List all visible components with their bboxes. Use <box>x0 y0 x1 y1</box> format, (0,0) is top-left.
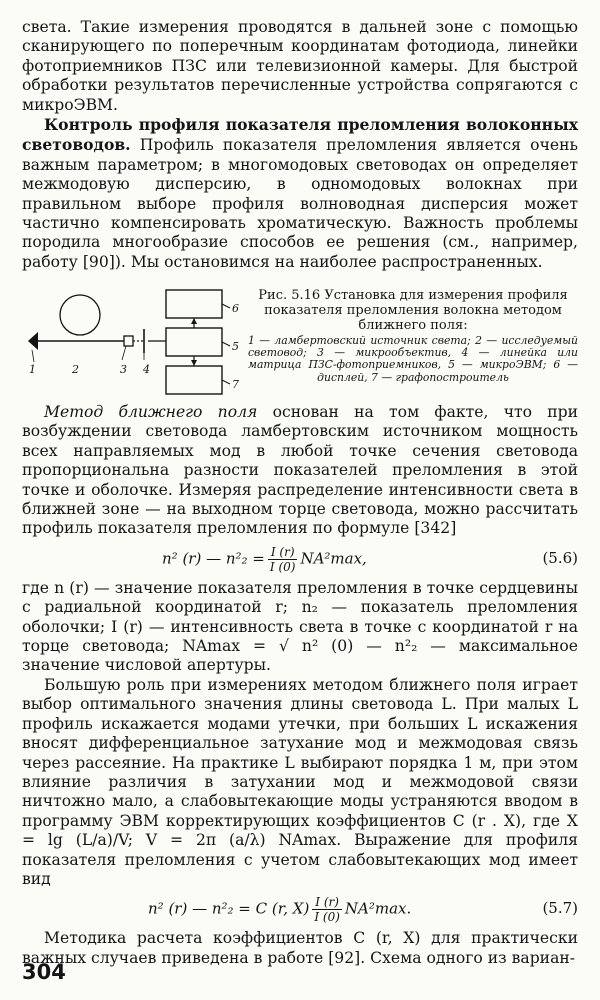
paragraph-5: Большую роль при измерениях методом ближнего поля играет выбор оптимального значения длины световода L. При малых L профиль искажается модами утечки, при больших L искажения вносят дифференциальное затухание мод и межмодовая связь через рассеяние. На практике L выбирают порядка 1 м, при этом влияние различия в затухании мод и межмодовой связи ничтожно мало, а слабовытекающие моды устраняются вводом в программу ЭВМ корректирующих коэффициентов C (r . X), где X = lg (L/a)/V; V = 2π (a/λ) NAmax. Выражение для профиля показателя преломления с учетом слабовытекающих мод имеет вид <box>22 675 578 888</box>
paragraph-3 <box>22 403 578 539</box>
equation-number-5-6: (5.6) <box>542 548 578 567</box>
paragraph-6: Методика расчета коэффициентов C (r, X) для практически важных случаев приведена в работе [92]. Схема одного из вариан- <box>22 929 578 967</box>
figure-label-2: 2 <box>72 363 79 376</box>
display-box <box>166 290 222 318</box>
paragraph-4: где n (r) — значение показателя преломления в точке сердцевины с радиальной координатой r; n₂ — показатель преломления оболочки; I (r) — интенсивность света в точке с координатой r на торце световода; NAmax = √ n² (0) — n²₂ — максимальное значение числовой апертуры. <box>22 578 578 675</box>
figure-label-3: 3 <box>120 363 127 376</box>
text-bottom-block <box>22 403 578 968</box>
paragraph-3-text: основан на том факте, что при возбуждении световода ламбертовским источником мощность всех направляемых мод в любой точке сечения световода пропорциональна разности показателей преломления в этой точке и оболочке. Измеряя распределение интенсивности света в ближней зоне — на выходном торце световода, можно рассчитать профиль показателя преломления по формуле [342] <box>22 403 578 538</box>
figure-legend: 1 — ламбертовский источник света; 2 — исследуемый световод; 3 — микрообъектив, 4 — линейка или матрица ПЗС-фотоприемников, 5 — микроЭВМ; 6 — дисплей, 7 — графопостроитель <box>248 334 578 384</box>
method-name: Метод ближнего поля <box>44 403 258 421</box>
figure-label-1: 1 <box>29 363 36 376</box>
figure-label-6: 6 <box>232 302 239 315</box>
arrow-up-icon <box>191 318 197 324</box>
paragraph-2 <box>22 115 578 272</box>
section-heading: Контроль профиля показателя преломления волоконных световодов. <box>22 115 578 155</box>
figure-caption <box>248 288 578 384</box>
paragraph-1: света. Такие измерения проводятся в дальней зоне с помощью сканирующего по поперечным координатам фотодиода, линейки фотоприемников ПЗС или телевизионной камеры. Для быстрой обработки результатов перечисленные устройства сопрягаются с микроЭВМ. <box>22 18 578 114</box>
microobjective-icon <box>124 336 133 346</box>
figure-title: Рис. 5.16 Установка для измерения профиля показателя преломления волокна методом ближнего поля: <box>258 288 568 333</box>
figure-5-16 <box>22 288 578 398</box>
figure-label-5: 5 <box>232 340 239 353</box>
page-number: 304 <box>22 960 66 984</box>
paragraph-2-text: Профиль показателя преломления является очень важным параметром; в многомодовых световодах он определяет межмодовую дисперсию, в одномодовых волокнах при правильном выборе профиля волноводная дисперсия может частично компенсировать хроматическую. Важность проблемы породила многообразие способов ее решения (см., например, работу [90]). Мы остановимся на наиболее распространенных. <box>22 136 578 271</box>
microcomputer-box <box>166 328 222 356</box>
formula-5-6-body: n² (r) — n²₂ = $\frac{I (r)}{I (0)}$ NA²max, <box>162 544 367 574</box>
arrow-down-icon <box>191 360 197 366</box>
light-source-icon <box>28 332 38 350</box>
plotter-box <box>166 366 222 394</box>
setup-diagram <box>22 288 252 398</box>
equation-number-5-7: (5.7) <box>542 899 578 918</box>
formula-5-7 <box>22 889 578 929</box>
formula-5-7-body: n² (r) — n²₂ = C (r, X) $\frac{I (r)}{I (0)}$ NA²max. <box>148 895 412 925</box>
formula-5-6 <box>22 539 578 579</box>
figure-label-7: 7 <box>232 378 239 391</box>
fiber-coil-icon <box>60 295 100 335</box>
figure-label-4: 4 <box>143 363 150 376</box>
text-top-block <box>22 18 578 272</box>
